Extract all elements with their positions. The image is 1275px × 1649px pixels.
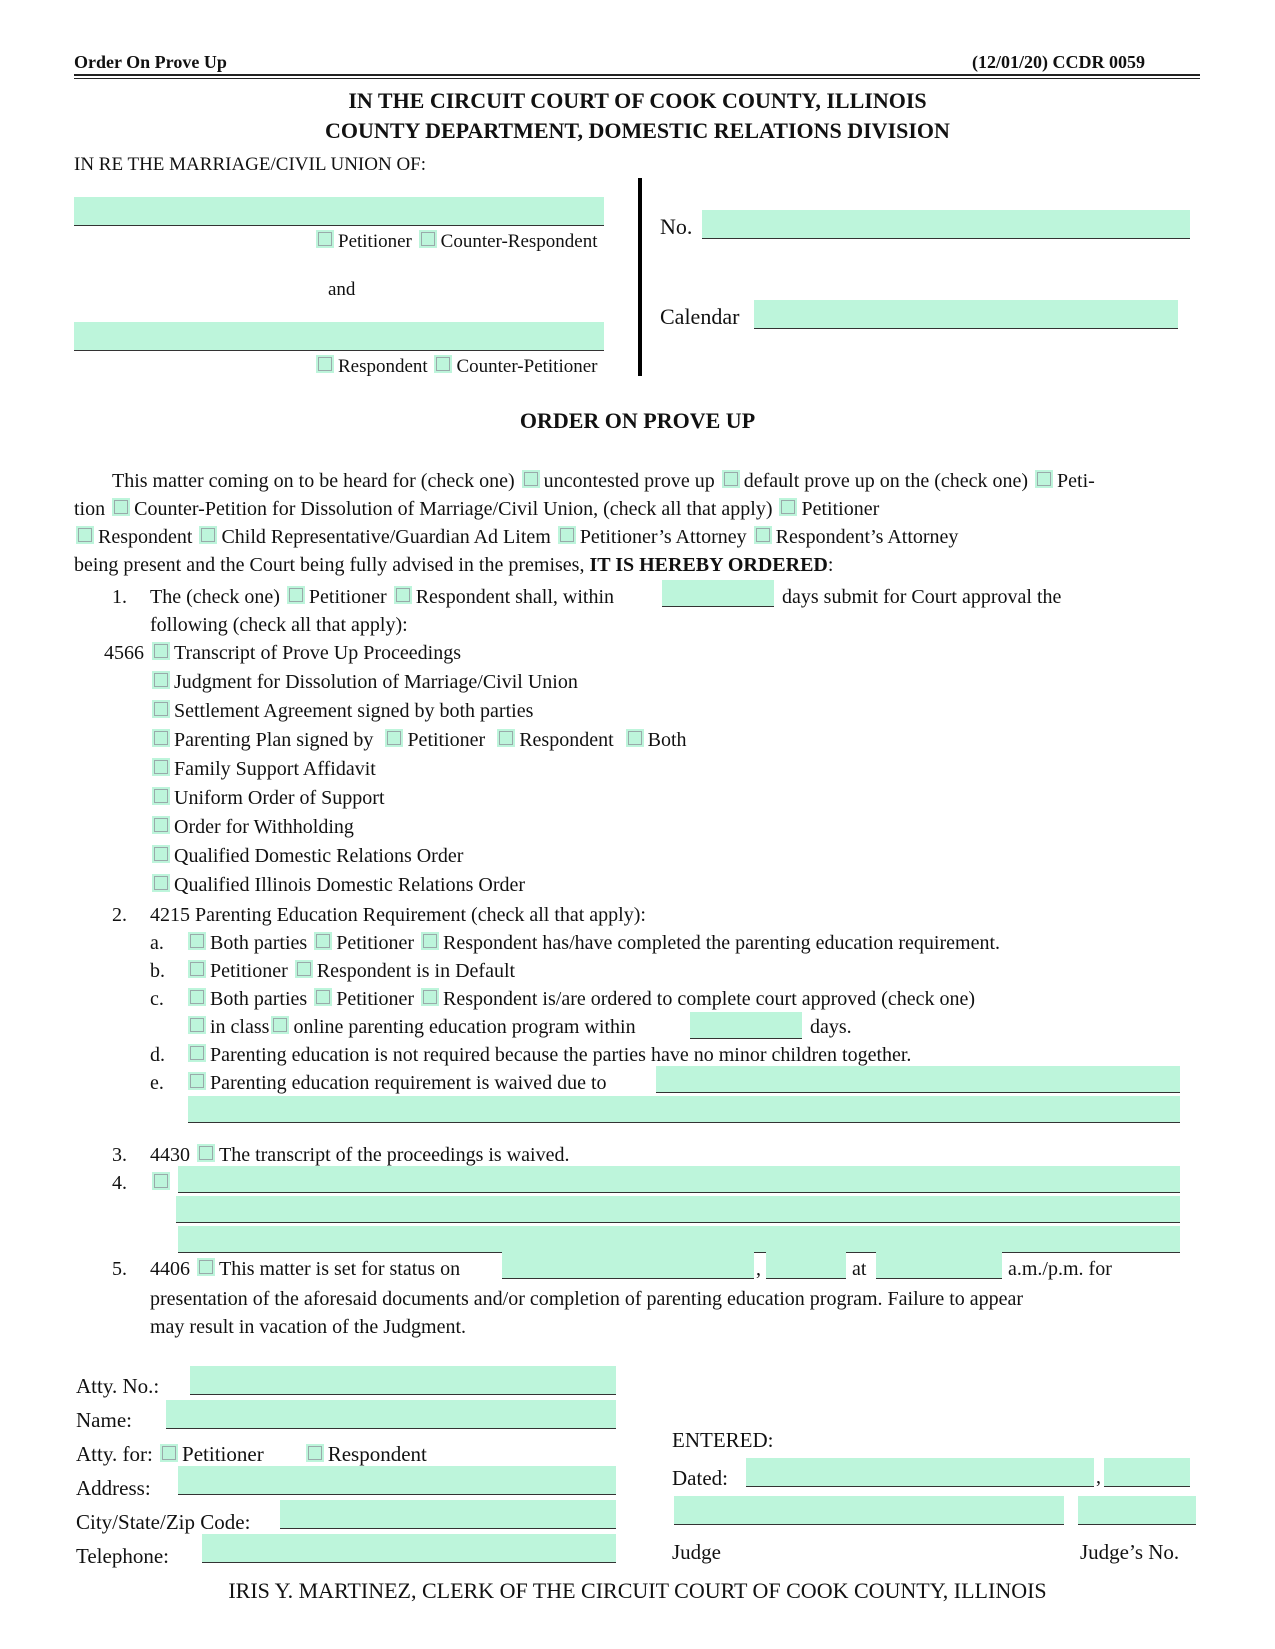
atty-no-field[interactable] [190, 1366, 616, 1395]
case-number-field[interactable] [702, 210, 1190, 239]
days-label: days. [810, 1016, 852, 1038]
document-item [150, 700, 533, 723]
item-2c: Both parties Petitioner Respondent is/are ordered to complete court approved (check one) [186, 988, 975, 1011]
court-name: IN THE CIRCUIT COURT OF COOK COUNTY, ILLINOIS [348, 88, 927, 113]
item-2e: Parenting education requirement is waived due to [186, 1072, 607, 1095]
dated-label: Dated: [672, 1466, 728, 1490]
atty-for-petitioner-checkbox[interactable] [160, 1444, 178, 1462]
item-1-code: 4566 [104, 642, 144, 664]
comma: , [756, 1258, 761, 1280]
document-item [150, 758, 376, 781]
telephone-field[interactable] [202, 1534, 616, 1563]
in-re-label: IN RE THE MARRIAGE/CIVIL UNION OF: [74, 154, 427, 175]
address-label: Address: [76, 1476, 151, 1500]
item-2-number: 2. [112, 904, 127, 926]
respondent-role: Respondent Counter-Petitioner [314, 355, 598, 378]
header-rule [74, 74, 1200, 76]
item-2b-label: b. [150, 960, 165, 982]
document-checkbox[interactable] [152, 874, 170, 892]
document-label: Parenting Plan signed by [174, 729, 374, 751]
item-4-checkbox[interactable] [152, 1172, 170, 1190]
pet-attorney-checkbox[interactable] [558, 526, 576, 544]
days-field[interactable] [662, 580, 774, 607]
entered-label: ENTERED: [672, 1428, 774, 1452]
counter-petition-checkbox[interactable] [112, 498, 130, 516]
item-2b: Petitioner Respondent is in Default [186, 960, 515, 983]
name-field[interactable] [166, 1400, 616, 1429]
address-field[interactable] [178, 1466, 616, 1495]
case-no-label: No. [660, 214, 693, 239]
header-rule [74, 78, 1200, 79]
document-item [150, 874, 525, 897]
waiver-reason-field-2[interactable] [188, 1096, 1180, 1123]
judge-signature-field[interactable] [674, 1496, 1064, 1525]
intro-line-1: This matter coming on to be heard for (check one) uncontested prove up default prove up on the (check one) Peti- [112, 470, 1095, 492]
item-2a: Both parties Petitioner Respondent has/have completed the parenting education requirement. [186, 932, 1000, 955]
2b-petitioner-checkbox[interactable] [188, 960, 206, 978]
other-order-field-3[interactable] [178, 1226, 1180, 1253]
petitioner-name-field[interactable] [74, 197, 604, 226]
judge-no-label: Judge’s No. [1080, 1540, 1180, 1564]
document-label: Settlement Agreement signed by both parties [174, 700, 534, 722]
dated-field[interactable] [746, 1458, 1094, 1487]
calendar-field[interactable] [754, 300, 1178, 329]
document-item [150, 729, 687, 752]
item-1-line-tail: days submit for Court approval the [782, 586, 1062, 608]
petition-checkbox[interactable] [1035, 470, 1053, 488]
2a-petitioner-checkbox[interactable] [314, 932, 332, 950]
atty-no-label: Atty. No.: [76, 1374, 160, 1398]
at-label: at [852, 1258, 867, 1280]
document-label: Transcript of Prove Up Proceedings [174, 642, 462, 664]
caption-divider [638, 178, 642, 376]
document-label: Qualified Illinois Domestic Relations Order [174, 874, 526, 896]
atty-for: Atty. for: Petitioner Respondent [76, 1442, 427, 1466]
item-2d-label: d. [150, 1044, 165, 1066]
item-3: 4430 The transcript of the proceedings is waived. [150, 1144, 570, 1166]
judge-label: Judge [672, 1540, 721, 1564]
ampm-label: a.m./p.m. for [1008, 1258, 1112, 1280]
status-year-field[interactable] [766, 1252, 846, 1279]
item-1-line-2: following (check all that apply): [150, 614, 408, 636]
intro-line-3: Respondent Child Representative/Guardian Ad Litem Petitioner’s Attorney Respondent’s Attorney [74, 526, 958, 549]
item-2d: Parenting education is not required because the parties have no minor children together. [186, 1044, 911, 1067]
form-code: (12/01/20) CCDR 0059 [972, 52, 1145, 72]
calendar-label: Calendar [660, 304, 740, 329]
clerk-footer: IRIS Y. MARTINEZ, CLERK OF THE CIRCUIT COURT OF COOK COUNTY, ILLINOIS [228, 1578, 1047, 1603]
2c-both-checkbox[interactable] [188, 988, 206, 1006]
transcript-waived-checkbox[interactable] [197, 1144, 215, 1162]
present-petitioner-checkbox[interactable] [779, 498, 797, 516]
document-item [150, 816, 354, 839]
document-checkbox[interactable] [152, 845, 170, 863]
city-state-zip-field[interactable] [280, 1500, 616, 1529]
item-4-number: 4. [112, 1172, 127, 1194]
item-3-number: 3. [112, 1144, 127, 1166]
2c-respondent-checkbox[interactable] [421, 988, 439, 1006]
item-1-number: 1. [112, 586, 127, 608]
document-item [150, 642, 461, 665]
item1-petitioner-checkbox[interactable] [287, 586, 305, 604]
item-2c-label: c. [150, 988, 164, 1010]
dated-year-field[interactable] [1104, 1458, 1190, 1487]
parenting-plan-option-checkbox[interactable] [626, 729, 644, 747]
petitioner-role: Petitioner Counter-Respondent [314, 230, 598, 253]
document-label: Order for Withholding [174, 816, 354, 838]
name-label: Name: [76, 1408, 132, 1432]
2a-respondent-checkbox[interactable] [421, 932, 439, 950]
present-respondent-checkbox[interactable] [76, 526, 94, 544]
document-item [150, 845, 463, 868]
other-order-field-2[interactable] [176, 1196, 1180, 1223]
child-rep-checkbox[interactable] [199, 526, 217, 544]
document-label: Judgment for Dissolution of Marriage/Civil Union [174, 671, 578, 693]
uncontested-checkbox[interactable] [522, 470, 540, 488]
parenting-plan-option: Respondent [519, 729, 614, 751]
online-checkbox[interactable] [271, 1016, 289, 1034]
2d-checkbox[interactable] [188, 1044, 206, 1062]
2c-petitioner-checkbox[interactable] [314, 988, 332, 1006]
atty-for-respondent-checkbox[interactable] [306, 1444, 324, 1462]
item-5-number: 5. [112, 1258, 127, 1280]
order-title: ORDER ON PROVE UP [519, 408, 756, 433]
intro-line-2: tion Counter-Petition for Dissolution of Marriage/Civil Union, (check all that apply) Petitioner [74, 498, 880, 520]
item-1-line: The (check one) Petitioner Respondent shall, within [150, 586, 615, 608]
item1-respondent-checkbox[interactable] [394, 586, 412, 604]
document-label: Uniform Order of Support [174, 787, 385, 809]
2b-respondent-checkbox[interactable] [295, 960, 313, 978]
parenting-plan-option-checkbox[interactable] [385, 729, 403, 747]
document-item [150, 787, 385, 810]
intro-line-4: being present and the Court being fully advised in the premises, IT IS HEREBY ORDERED: [74, 554, 834, 576]
court-division: COUNTY DEPARTMENT, DOMESTIC RELATIONS DIVISION [325, 118, 950, 143]
program-days-field[interactable] [690, 1012, 802, 1039]
counter-respondent-checkbox[interactable] [419, 230, 437, 248]
document-checkbox[interactable] [152, 787, 170, 805]
petitioner-checkbox[interactable] [316, 230, 334, 248]
respondent-checkbox[interactable] [316, 355, 334, 373]
waiver-reason-field[interactable] [656, 1066, 1180, 1093]
item-2e-label: e. [150, 1072, 164, 1094]
parenting-plan-option: Petitioner [407, 729, 486, 751]
form-name: Order On Prove Up [74, 52, 227, 72]
respondent-name-field[interactable] [74, 322, 604, 351]
parenting-plan-option-checkbox[interactable] [497, 729, 515, 747]
and-label: and [328, 279, 356, 300]
other-order-field-1[interactable] [178, 1166, 1180, 1193]
document-checkbox[interactable] [152, 700, 170, 718]
document-label: Family Support Affidavit [174, 758, 376, 780]
status-checkbox[interactable] [197, 1258, 215, 1276]
document-checkbox[interactable] [152, 642, 170, 660]
item-2a-label: a. [150, 932, 164, 954]
counter-petitioner-checkbox[interactable] [434, 355, 452, 373]
2a-both-checkbox[interactable] [188, 932, 206, 950]
item-5-line-2: presentation of the aforesaid documents and/or completion of parenting education program. Failure to appear [150, 1288, 1024, 1310]
item-2c-line-2: in class online parenting education program within [186, 1016, 636, 1039]
default-checkbox[interactable] [722, 470, 740, 488]
judge-number-field[interactable] [1078, 1496, 1196, 1525]
dated-comma: , [1096, 1466, 1101, 1488]
item-5-line-3: may result in vacation of the Judgment. [150, 1316, 467, 1338]
in-class-checkbox[interactable] [188, 1016, 206, 1034]
resp-attorney-checkbox[interactable] [754, 526, 772, 544]
2e-checkbox[interactable] [188, 1072, 206, 1090]
parenting-plan-option: Both [647, 729, 687, 751]
status-time-field[interactable] [876, 1252, 1002, 1279]
document-checkbox[interactable] [152, 816, 170, 834]
item-5: 4406 This matter is set for status on [150, 1258, 461, 1280]
document-checkbox[interactable] [152, 758, 170, 776]
document-item [150, 671, 578, 694]
document-label: Qualified Domestic Relations Order [174, 845, 464, 867]
document-checkbox[interactable] [152, 729, 170, 747]
document-checkbox[interactable] [152, 671, 170, 689]
status-date-field[interactable] [502, 1252, 754, 1279]
item-2-title: 4215 Parenting Education Requirement (check all that apply): [150, 904, 646, 926]
telephone-label: Telephone: [76, 1544, 169, 1568]
city-label: City/State/Zip Code: [76, 1510, 251, 1534]
